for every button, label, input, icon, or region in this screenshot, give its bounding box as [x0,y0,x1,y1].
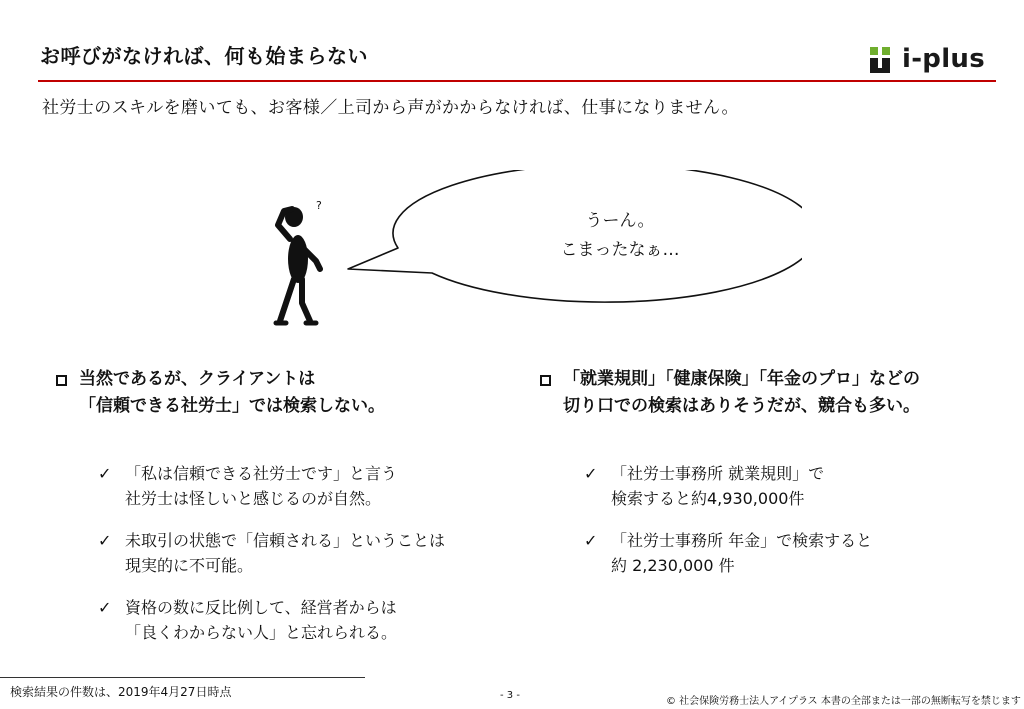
page-title: お呼びがなければ、何も始まらない [40,44,368,68]
speech-line-2: こまったなぁ… [560,240,680,260]
checkmark-icon: ✓ [98,531,112,550]
list-item-line-1: 資格の数に反比例して、経営者からは [125,598,397,617]
footnote-divider [0,677,365,678]
list-item-line-2: 社労士は怪しいと感じるのが自然。 [125,489,382,508]
page-number: - 3 - [500,690,520,701]
list-item-line-1: 「社労士事務所 就業規則」で [611,464,825,483]
company-logo [868,44,998,78]
copyright-notice: © 社会保険労務士法人アイプラス 本書の全部または一部の無断転写を禁じます [666,696,1021,707]
list-item-line-2: 約 2,230,000 件 [611,556,735,575]
question-mark: ? [316,199,322,212]
list-item-line-2: 検索すると約4,930,000件 [611,489,805,508]
list-item-line-1: 未取引の状態で「信頼される」ということは [125,531,446,550]
subtitle: 社労士のスキルを磨いても、お客様／上司から声がかからなければ、仕事になりません。 [42,98,739,118]
list-item-line-1: 「私は信頼できる社労士です」と言う [125,464,398,483]
footnote: 検索結果の件数は、2019年4月27日時点 [10,685,232,699]
right-heading-line-1: 「就業規則」「健康保険」「年金のプロ」などの [563,369,920,389]
checkmark-icon: ✓ [98,464,112,483]
right-heading-line-2: 切り口での検索はありそうだが、競合も多い。 [563,396,920,416]
list-item-line-2: 現実的に不可能。 [125,556,254,575]
logo-text: i-plus [902,44,986,74]
square-bullet-icon [56,375,67,386]
speech-bubble [340,170,802,312]
header-divider [38,80,996,82]
logo-mark-icon [868,46,898,76]
left-heading-line-2: 「信頼できる社労士」では検索しない。 [79,396,385,416]
speech-line-1: うーん。 [585,211,655,231]
checkmark-icon: ✓ [584,531,598,550]
thinking-person-icon [272,195,342,330]
left-heading-line-1: 当然であるが、クライアントは [79,369,316,389]
list-item-line-2: 「良くわからない人」と忘れられる。 [125,623,398,642]
square-bullet-icon [540,375,551,386]
checkmark-icon: ✓ [584,464,598,483]
list-item-line-1: 「社労士事務所 年金」で検索すると [611,531,873,550]
checkmark-icon: ✓ [98,598,112,617]
